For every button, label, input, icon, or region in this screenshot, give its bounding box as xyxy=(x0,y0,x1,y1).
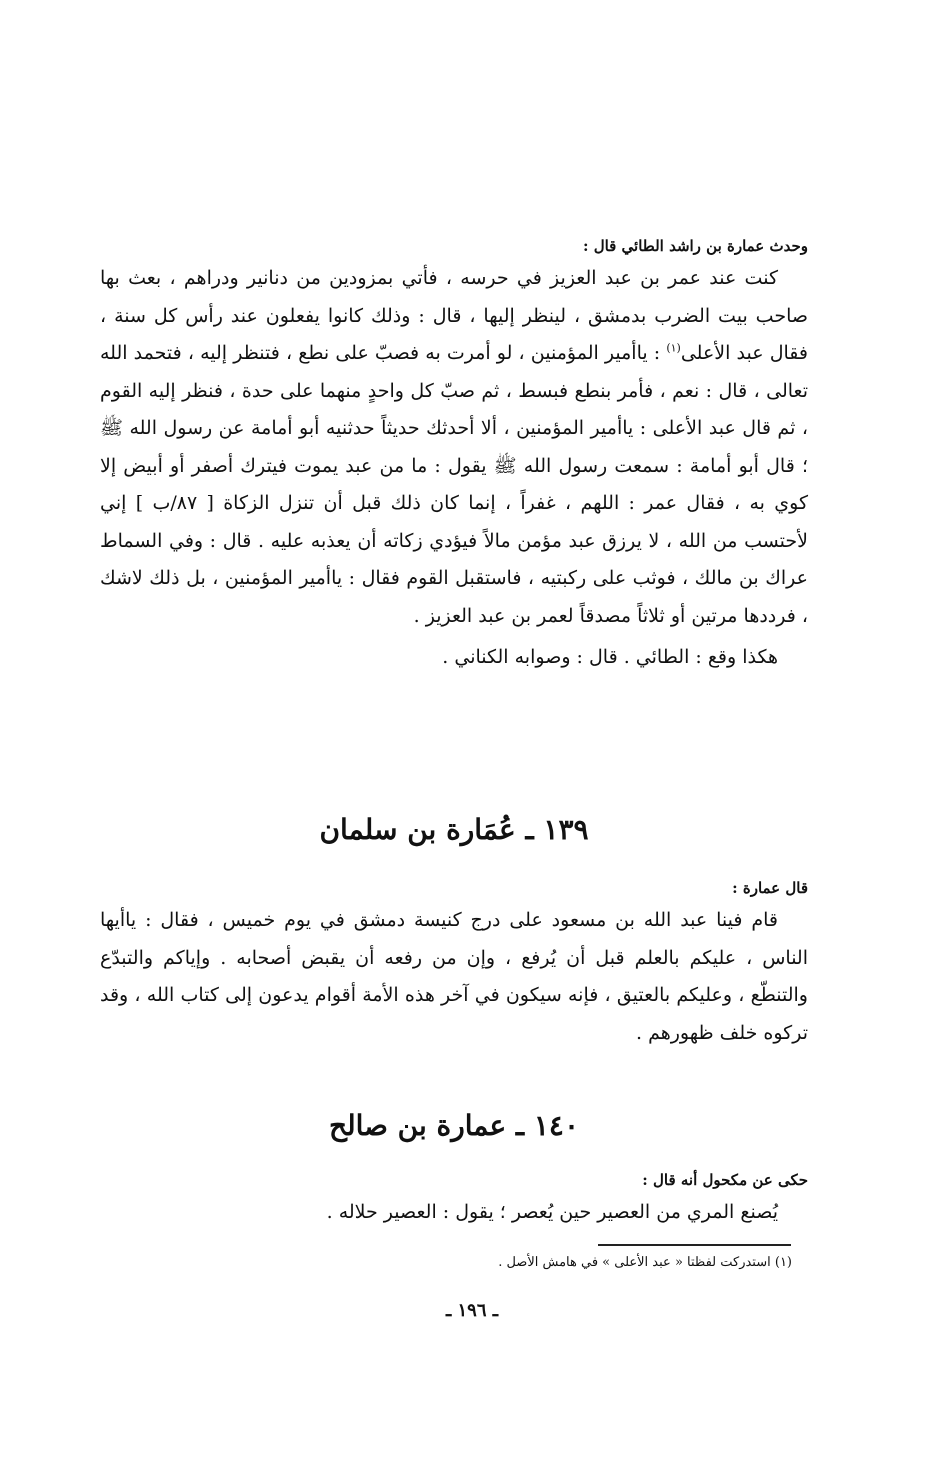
main-paragraph: قام فينا عبد الله بن مسعود على درج كنيسة دمشق في يوم خميس ، فقال : ياأيها الناس ، عليكم بالعلم قبل أن يُرفع ، وإن من رفعه أن يقبض أصحابه . وإياكم والتبدّع والتنطّع ، وعليكم بالعتيق ، فإنه سيكون في آخر هذه الأمة أقوام يدعون إلى كتاب الله ، وقد تركوه خلف ظهورهم . xyxy=(100,909,808,1044)
section-3 xyxy=(100,1170,808,1232)
section-2 xyxy=(100,878,808,1052)
page-number: ـ ١٩٦ ـ xyxy=(445,1300,499,1321)
paragraph-text-cont: : ياأمير المؤمنين ، لو أمرت به فصبّ على نطع ، فتنظر إليه ، فتحمد الله تعالى ، قال : نعم ، فأمر بنطع فبسط ، ثم صبّ كل واحدٍ منهما على حدة ، فنظر إليه القوم ، ثم قال عبد الأعلى : ياأمير المؤمنين ، ألا أحدثك حديثاً حدثنيه أبو أمامة عن رسول الله ﷺ ؛ قال أبو أمامة : سمعت رسول الله ﷺ يقول : ما من عبد يموت فيترك أصفر أو أبيض إلا كوي به ، فقال عمر : اللهم ، غفراً ، إنما كان ذلك قبل أن تنزل الزكاة [ ٨٧/ب ] إني لأحتسب من الله ، لا يرزق عبد مؤمن مالاً فيؤدي زكاته أن يعذبه عليه . قال : وفي السماط عراك بن مالك ، فوثب على ركبتيه ، فاستقبل القوم فقال : ياأمير المؤمنين ، بل ذلك لاشك ، فرددها مرتين أو ثلاثاً مصدقاً لعمر بن عبد العزيز . xyxy=(100,342,808,627)
paragraph-text: كنت عند عمر بن عبد العزيز في حرسه ، فأتي بمزودين من دنانير ودراهم ، بعث بها صاحب بيت الضرب بدمشق ، لينظر إليها ، قال : وذلك كانوا يفعلون عند رأس كل سنة ، فقال عبد الأعلى xyxy=(100,267,808,364)
main-paragraph: يُصنع المري من العصير حين يُعصر ؛ يقول : العصير حلاله . xyxy=(326,1201,778,1223)
footnote-divider xyxy=(598,1244,791,1246)
editor-note: هكذا وقع : الطائي . قال : وصوابه الكناني . xyxy=(442,646,778,668)
footnote: (١) استدركت لفظتا « عبد الأعلى » في هامش الأصل . xyxy=(498,1255,792,1270)
isnad-intro: قال عمارة : xyxy=(732,879,808,897)
entry-heading-139: ١٣٩ ـ عُمَارة بن سلمان xyxy=(319,813,589,846)
section-1 xyxy=(100,236,808,677)
entry-heading-140: ١٤٠ ـ عمارة بن صالح xyxy=(329,1109,579,1142)
isnad-intro: وحدث عمارة بن راشد الطائي قال : xyxy=(582,237,808,255)
footnote-mark: (١) xyxy=(666,341,681,355)
main-paragraph xyxy=(100,260,808,635)
isnad-intro: حكى عن مكحول أنه قال : xyxy=(642,1171,808,1189)
